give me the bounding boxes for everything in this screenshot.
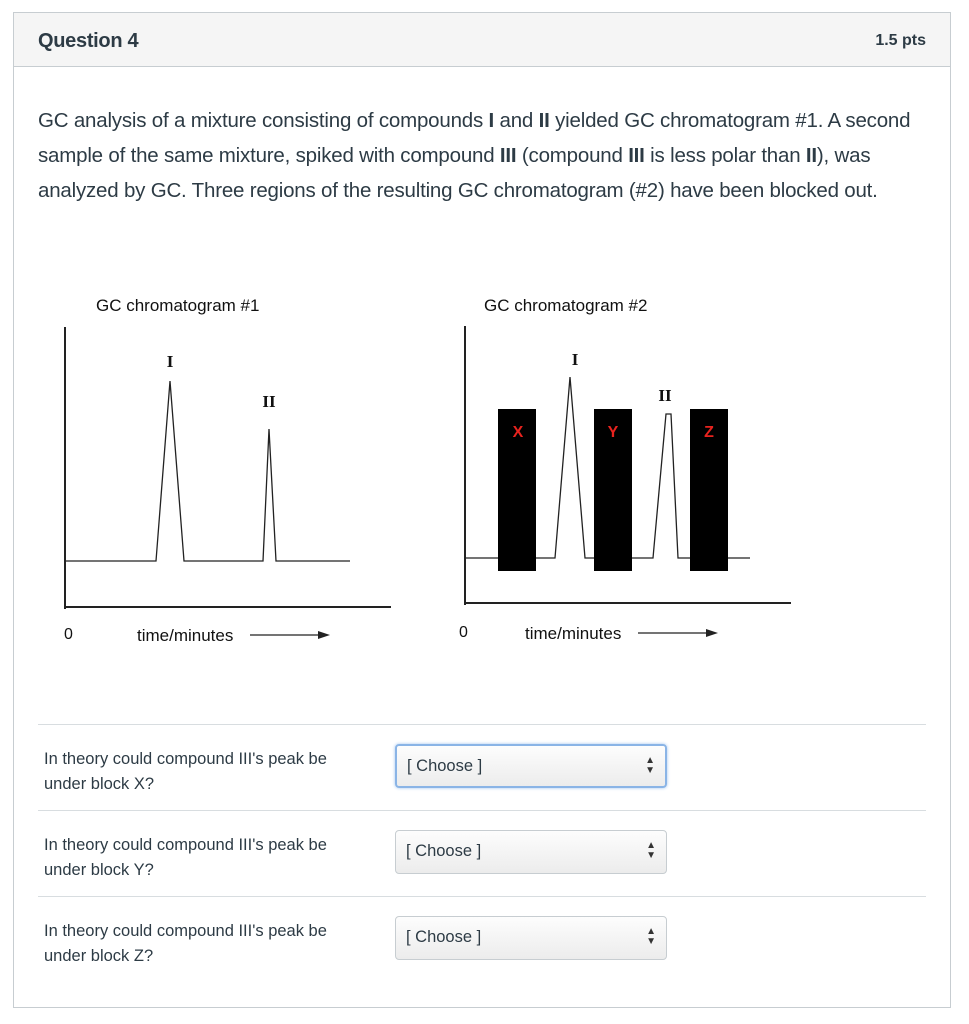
chromatogram-2-arrowhead <box>706 629 718 637</box>
chromatogram-1 <box>64 296 391 645</box>
answer-row-y <box>38 810 926 897</box>
block-x-label: X <box>512 424 524 441</box>
chromatogram-2-x-label: time/minutes <box>525 624 622 643</box>
question-card <box>13 12 951 1008</box>
chromatogram-1-arrowhead <box>318 631 330 639</box>
chromatogram-2-origin: 0 <box>459 624 468 641</box>
chromatogram-2-peak-label: I <box>571 350 579 369</box>
question-text: GC analysis of a mixture consisting of compounds I and II yielded GC chromatogram #1. A second sample of the same mixture, spiked with compound III (compound III is less polar than II), was analyzed by GC. Three regions of the resulting GC chromatogram (#2) have been blocked out. <box>38 109 911 202</box>
answer-select-y[interactable] <box>395 830 667 874</box>
chromatogram-2-peak-label: II <box>658 386 672 405</box>
chromatogram-1-peak-label: II <box>262 392 276 411</box>
chromatogram-1-title: GC chromatogram #1 <box>96 296 260 315</box>
select-value: [ Choose ] <box>406 928 482 946</box>
question-points: 1.5 pts <box>875 32 926 49</box>
answer-row-label: In theory could compound III's peak be under block Y? <box>44 836 327 879</box>
answer-select-x[interactable] <box>395 744 667 788</box>
select-value: [ Choose ] <box>406 842 482 860</box>
chromatogram-1-origin: 0 <box>64 626 73 643</box>
block-y-label: Y <box>607 424 619 441</box>
select-arrows-icon: ▲ ▼ <box>646 840 656 861</box>
chromatogram-2 <box>459 296 791 643</box>
answer-row-x <box>38 724 926 811</box>
chromatogram-2-title: GC chromatogram #2 <box>484 296 648 315</box>
question-title: Question 4 <box>38 30 139 52</box>
answer-row-label: In theory could compound III's peak be under block Z? <box>44 922 327 965</box>
chromatogram-1-x-label: time/minutes <box>137 626 234 645</box>
answer-select-z[interactable] <box>395 916 667 960</box>
chromatogram-1-trace <box>65 381 350 561</box>
chromatogram-1-peak-label: I <box>166 352 174 371</box>
select-value: [ Choose ] <box>407 757 483 775</box>
chromatogram-figure <box>44 281 804 661</box>
question-header <box>14 13 950 67</box>
block-z-label: Z <box>704 424 714 441</box>
select-arrows-icon: ▲ ▼ <box>645 755 655 776</box>
answer-row-z <box>38 896 926 983</box>
answer-row-label: In theory could compound III's peak be under block X? <box>44 750 327 793</box>
select-arrows-icon: ▲ ▼ <box>646 926 656 947</box>
